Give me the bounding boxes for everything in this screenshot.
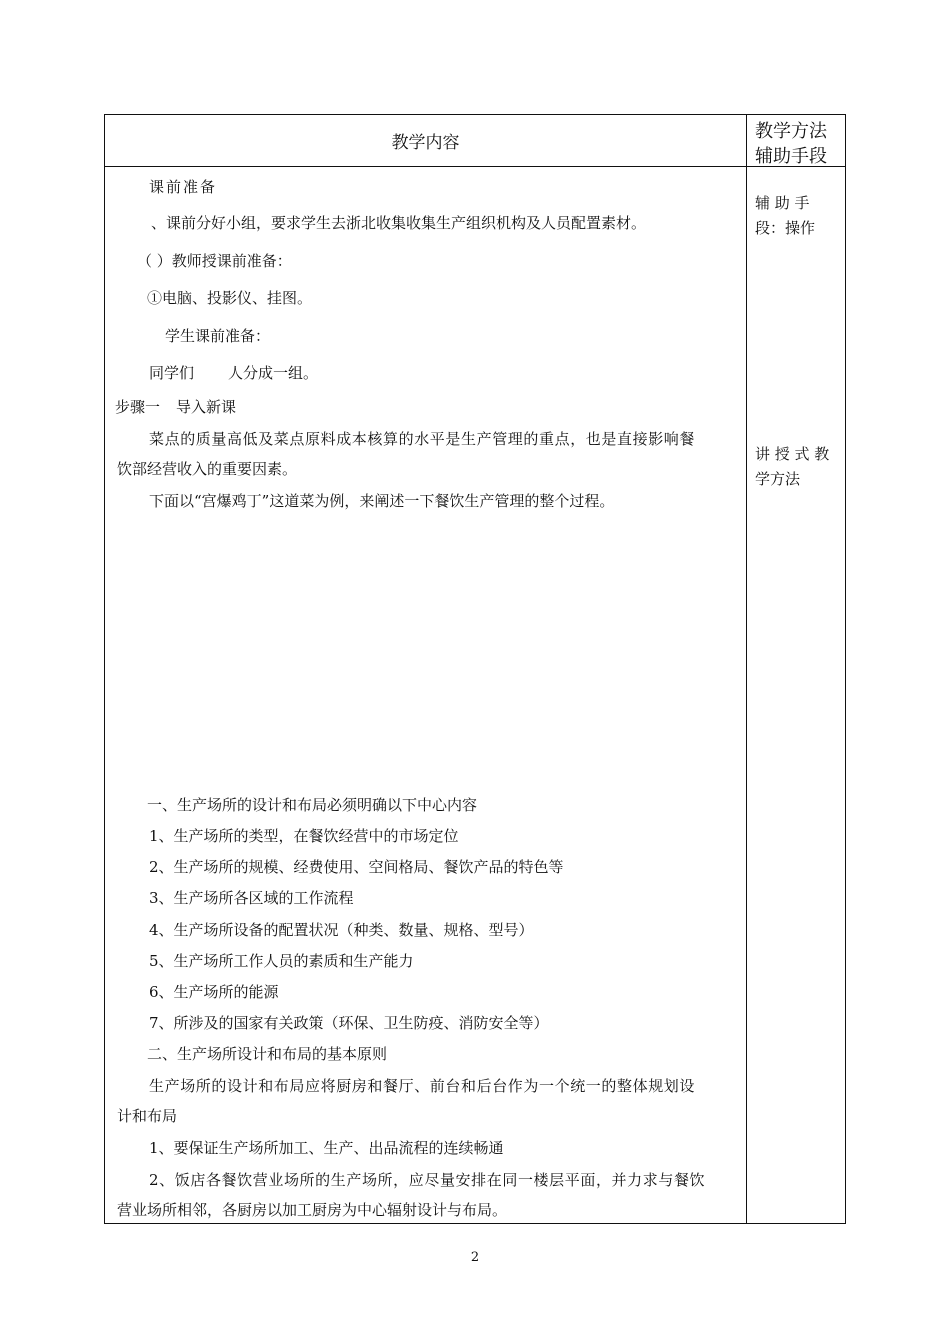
method-header-line-1: 教学方法: [755, 121, 827, 142]
group-line-b: 人分成一组。: [228, 364, 319, 382]
intro-paragraph-2: 下面以“宫爆鸡丁”这道菜为例，来阐述一下餐饮生产管理的整个过程。: [149, 492, 615, 510]
step1-heading: [115, 397, 236, 417]
section-2-title: 二、生产场所设计和布局的基本原则: [147, 1045, 388, 1063]
section-1-item: 5、生产场所工作人员的素质和生产能力: [149, 952, 414, 970]
section-1-title: 一、生产场所的设计和布局必须明确以下中心内容: [147, 796, 478, 814]
section-1-item: 3、生产场所各区域的工作流程: [149, 889, 354, 907]
side-note-lecture-line-1: 讲 授 式 教: [755, 445, 830, 463]
side-note-lecture-line-2: 学方法: [755, 470, 801, 488]
method-column-header: [755, 119, 845, 169]
intro-paragraph-1-line-1: 菜点的质量高低及菜点原料成本核算的水平是生产管理的重点，也是直接影响餐: [149, 430, 696, 448]
section-1-item: 7、所涉及的国家有关政策（环保、卫生防疫、消防安全等）: [149, 1014, 549, 1032]
side-note-operation: [755, 191, 839, 241]
section-1-item: 6、生产场所的能源: [149, 983, 279, 1001]
section-2-item-2-line-1: 2、饭店各餐饮营业场所的生产场所，应尽量安排在同一楼层平面，并力求与餐饮: [149, 1171, 706, 1189]
lesson-table: [104, 114, 846, 1224]
intro-paragraph-1-line-2: 饮部经营收入的重要因素。: [117, 460, 298, 478]
step1-title: 导入新课: [176, 398, 237, 416]
section-1-item: 2、生产场所的规模、经费使用、空间格局、餐饮产品的特色等: [149, 858, 564, 876]
content-column-header: 教学内容: [391, 133, 460, 153]
section-2-paragraph-line-2: 计和布局: [117, 1107, 178, 1125]
page-number: 2: [470, 1250, 480, 1265]
group-line-a: 同学们: [149, 364, 195, 382]
side-note-lecture: [755, 442, 839, 492]
prep-title: 课前准备: [149, 178, 218, 196]
section-1-item: 4、生产场所设备的配置状况（种类、数量、规格、型号）: [149, 921, 534, 939]
side-note-operation-line-2: 段：操作: [755, 219, 816, 237]
teacher-prep: （ ）教师授课前准备：: [137, 252, 292, 270]
step1-label: 步骤一: [115, 398, 161, 416]
section-2-item-1: 1、要保证生产场所加工、生产、出品流程的连续畅通: [149, 1139, 504, 1157]
student-prep: 学生课前准备：: [165, 327, 271, 345]
section-2-paragraph-line-1: 生产场所的设计和布局应将厨房和餐厅、前台和后台作为一个统一的整体规划设: [149, 1077, 696, 1095]
section-2-item-2-line-2: 营业场所相邻，各厨房以加工厨房为中心辐射设计与布局。: [117, 1201, 508, 1219]
side-note-operation-line-1: 辅 助 手: [755, 194, 810, 212]
teacher-items: ①电脑、投影仪、挂图。: [147, 289, 313, 307]
section-1-item: 1、生产场所的类型，在餐饮经营中的市场定位: [149, 827, 459, 845]
method-header-line-2: 辅助手段: [755, 146, 827, 167]
prep-item-1: 、课前分好小组，要求学生去浙北收集收集生产组织机构及人员配置素材。: [151, 214, 647, 232]
group-line: [149, 363, 318, 383]
column-divider: [746, 115, 747, 1223]
header-divider: [105, 166, 845, 167]
